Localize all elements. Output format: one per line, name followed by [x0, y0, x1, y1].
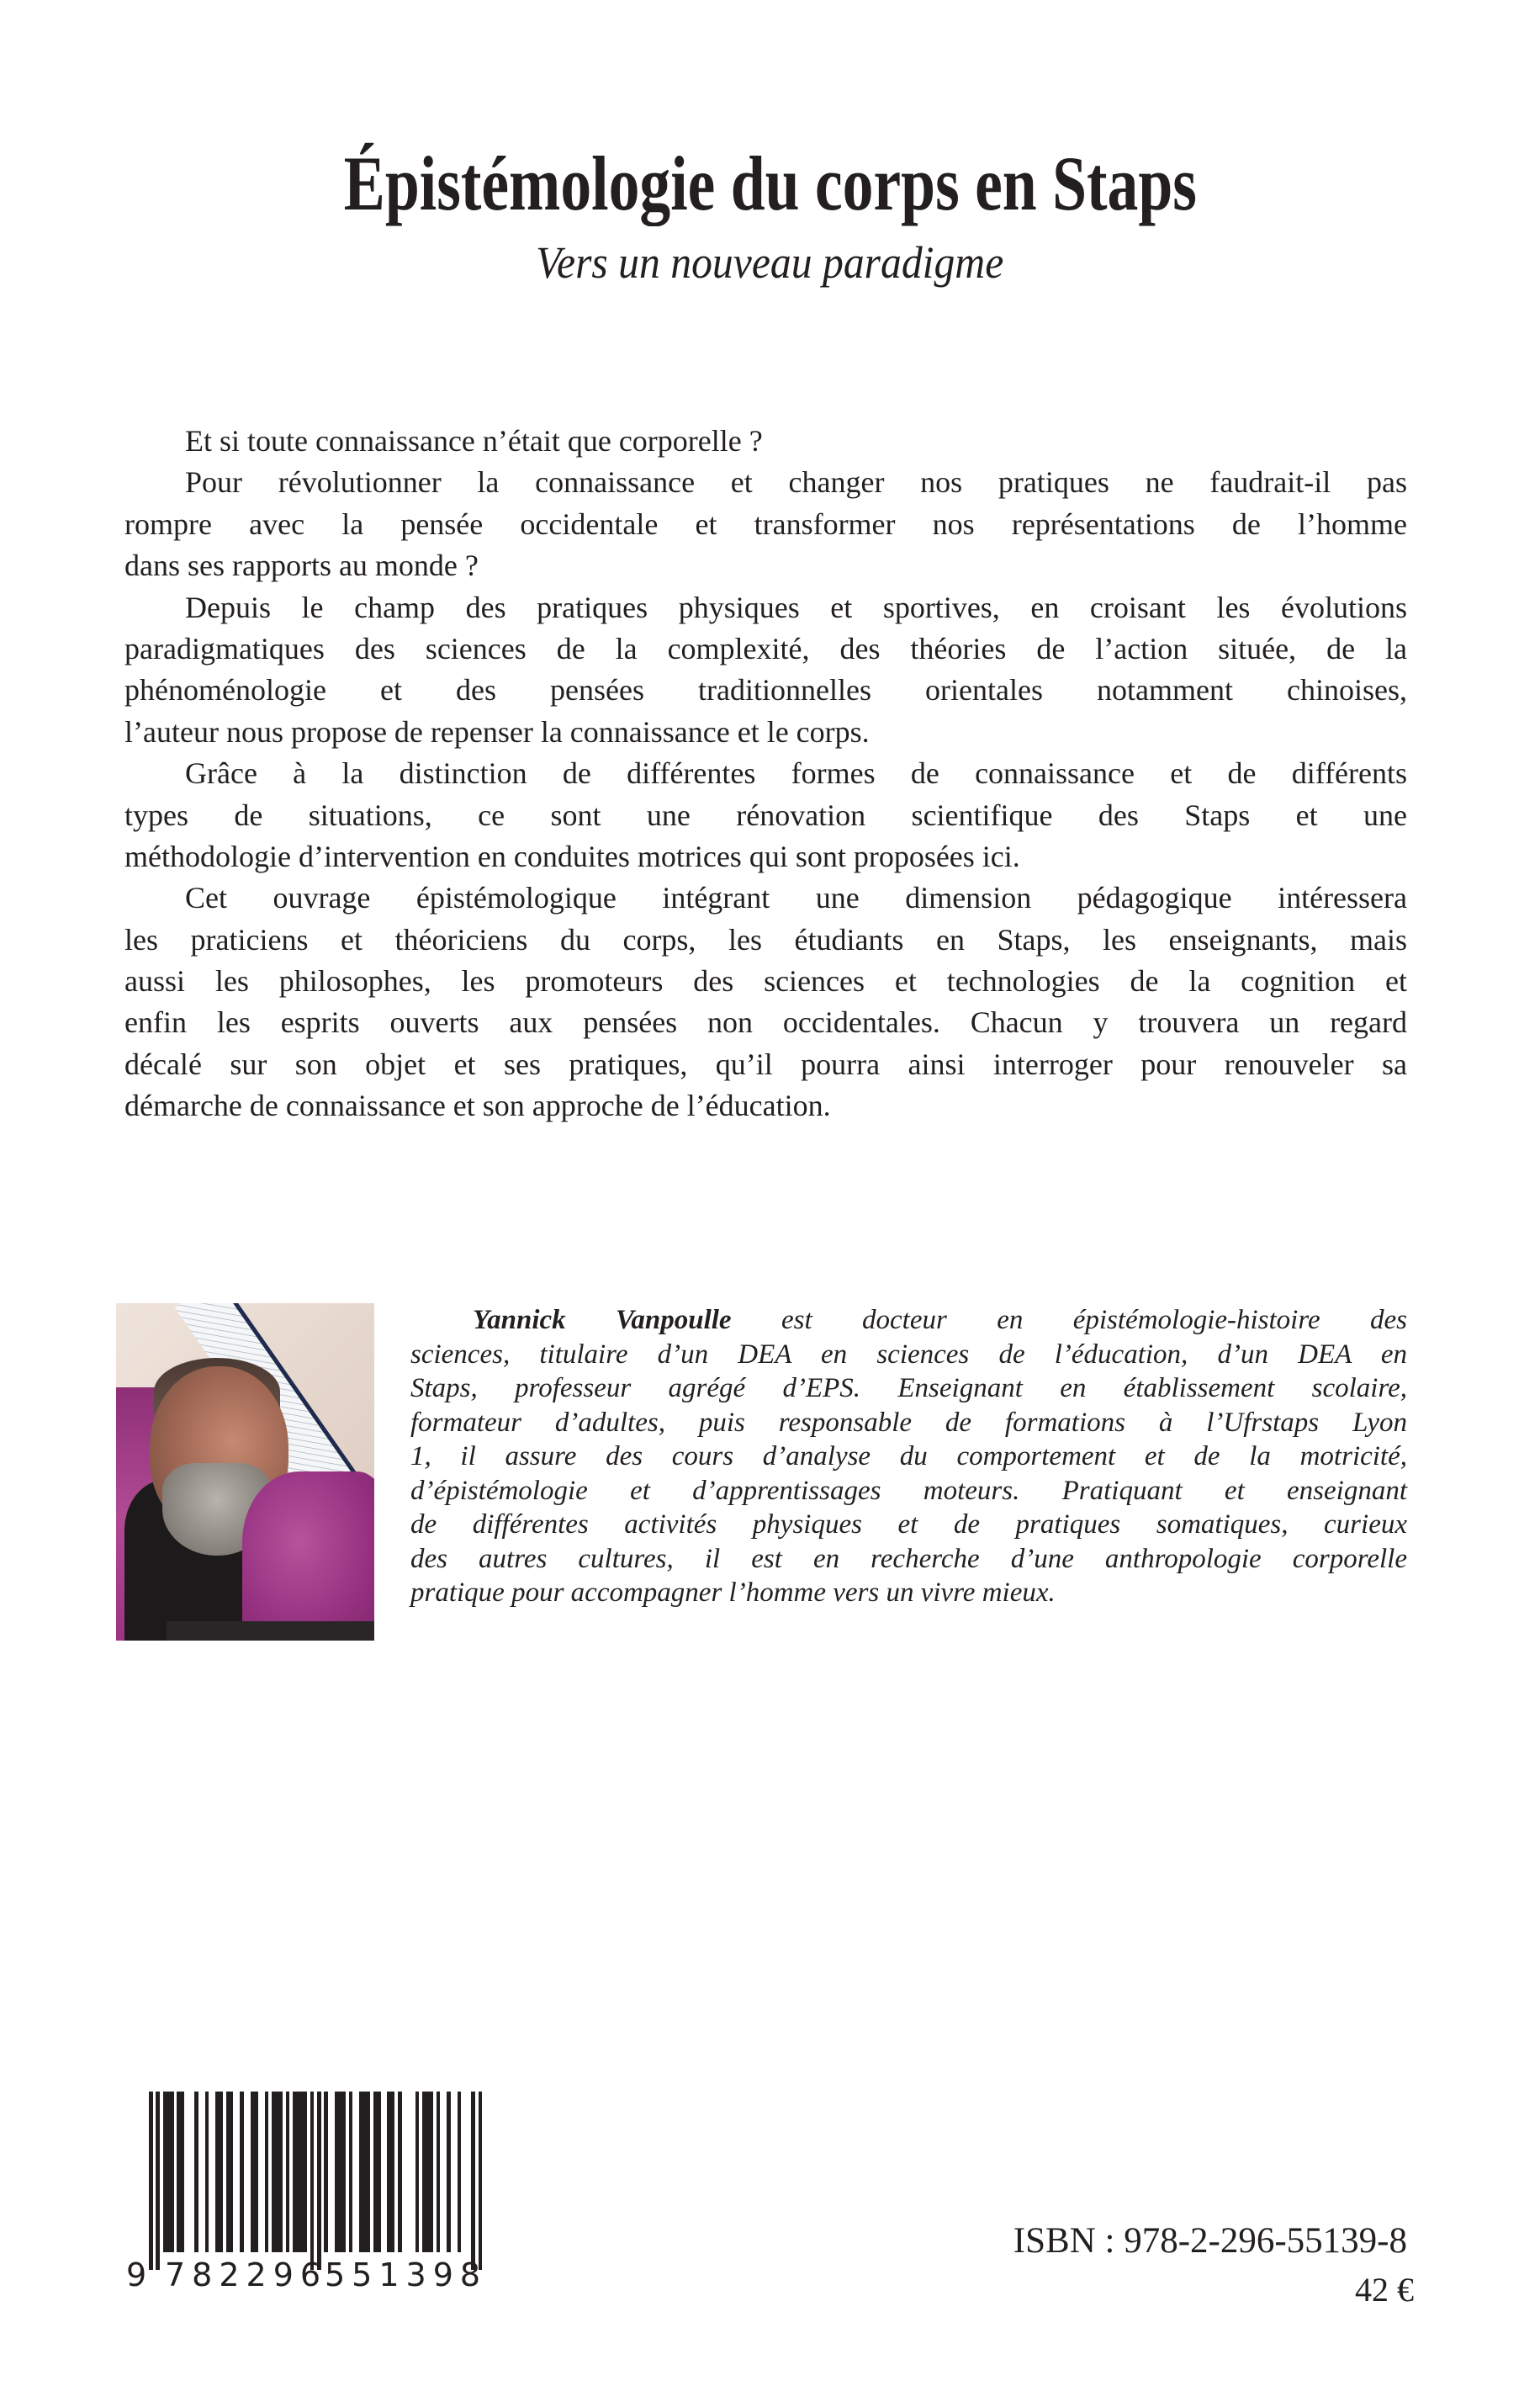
barcode-bar: [230, 2092, 234, 2252]
blurb-line: paradigmatiques des sciences de la complexité, des théories de l’action située, de la: [124, 631, 1407, 665]
price: 42 €: [1355, 2271, 1414, 2309]
barcode-bar: [391, 2092, 395, 2252]
barcode-bar: [415, 2092, 420, 2252]
blurb-line: Cet ouvrage épistémologique intégrant une dimension pédagogique intéressera: [185, 881, 1407, 915]
bio-line: [410, 1303, 1407, 1338]
bio-line: des autres cultures, il est en recherche d’une anthropologie corporelle: [410, 1543, 1407, 1574]
blurb-line: rompre avec la pensée occidentale et transformer nos représentations de l’homme: [124, 506, 1407, 541]
barcode-bar: [303, 2092, 307, 2252]
photo-dark-fabric: [167, 1621, 374, 1641]
barcode-bar: [437, 2092, 441, 2252]
barcode-bar: [219, 2092, 223, 2252]
barcode-bar: [458, 2092, 462, 2252]
blurb-line: l’auteur nous propose de repenser la connaissance et le corps.: [124, 714, 870, 749]
author-name: Yannick Vanpoulle: [473, 1305, 732, 1335]
barcode-bar: [366, 2092, 370, 2252]
barcode-bar: [324, 2092, 328, 2252]
blurb-line: types de situations, ce sont une rénovation scientifique des Staps et une: [124, 798, 1407, 832]
blurb-line: Grâce à la distinction de différentes formes de connaissance et de différents: [185, 756, 1407, 791]
barcode-bar: [278, 2092, 283, 2252]
barcode-bar: [254, 2092, 258, 2252]
blurb-line: aussi les philosophes, les promoteurs des sciences et technologies de la cognition et: [124, 964, 1407, 999]
bio-line: d’épistémologie et d’apprentissages moteurs. Pratiquant et enseignant: [410, 1475, 1407, 1506]
blurb-line: méthodologie d’intervention en conduites motrices qui sont proposées ici.: [124, 839, 1020, 873]
author-photo: [116, 1303, 374, 1641]
blurb-line: les praticiens et théoriciens du corps, les étudiants en Staps, les enseignants, mais: [124, 922, 1407, 957]
barcode-bar: [310, 2092, 315, 2270]
barcode-lead-digit: 9: [126, 2256, 147, 2293]
blurb-line: phénoménologie et des pensées traditionnelles orientales notamment chinoises,: [124, 673, 1407, 708]
barcode-bar: [265, 2092, 269, 2252]
barcode-bar: [194, 2092, 198, 2252]
barcode-bar: [398, 2092, 402, 2252]
barcode-bar: [471, 2092, 475, 2270]
subtitle-block: [0, 237, 1540, 288]
bio-line: de différentes activités physiques et de pratiques somatiques, curieux: [410, 1509, 1407, 1540]
blurb-line: décalé sur son objet et ses pratiques, qu’il pourra ainsi interroger pour renouveler sa: [124, 1047, 1407, 1081]
blurb-line: Depuis le champ des pratiques physiques et sportives, en croisant les évolutions: [185, 590, 1407, 624]
barcode-bar: [205, 2092, 209, 2252]
bio-line: Staps, professeur agrégé d’EPS. Enseignant en établissement scolaire,: [410, 1373, 1407, 1403]
blurb-text: [124, 421, 1407, 1127]
blurb-line: démarche de connaissance et son approche de l’éducation.: [124, 1089, 831, 1123]
bio-line: formateur d’adultes, puis responsable de formations à l’Ufrstaps Lyon: [410, 1407, 1407, 1438]
barcode-left-digits: 782296: [165, 2256, 328, 2293]
barcode-bar: [479, 2092, 483, 2270]
barcode-bar: [429, 2092, 433, 2252]
barcode-bar: [317, 2092, 321, 2270]
book-subtitle: Vers un nouveau paradigme: [536, 237, 1004, 288]
isbn-barcode: [149, 2092, 482, 2270]
barcode-bar: [149, 2092, 153, 2270]
blurb-line: Et si toute connaissance n’était que corporelle ?: [185, 424, 763, 458]
barcode-bar: [341, 2092, 346, 2252]
title-block: [0, 141, 1540, 225]
blurb-line: Pour révolutionner la connaissance et changer nos pratiques ne faudrait-il pas: [185, 465, 1407, 500]
author-bio: [410, 1303, 1407, 1610]
barcode-bar: [377, 2092, 381, 2252]
book-title: Épistémologie du corps en Staps: [343, 141, 1197, 226]
barcode-bar: [286, 2092, 290, 2252]
barcode-bar: [349, 2092, 353, 2252]
bio-first-line-text: est docteur en épistémologie-histoire des: [731, 1305, 1407, 1335]
blurb-line: dans ses rapports au monde ?: [124, 549, 479, 583]
barcode-bar: [156, 2092, 160, 2270]
bio-line: 1, il assure des cours d’analyse du comportement et de la motricité,: [410, 1441, 1407, 1471]
isbn-number: ISBN : 978-2-296-55139-8: [1013, 2221, 1407, 2261]
barcode-bar: [181, 2092, 185, 2252]
barcode-bar: [170, 2092, 174, 2252]
barcode-bar: [447, 2092, 451, 2252]
barcode-right-digits: 551398: [325, 2256, 488, 2293]
bio-line: pratique pour accompagner l’homme vers un vivre mieux.: [410, 1577, 1056, 1608]
bio-line: sciences, titulaire d’un DEA en sciences de l’éducation, d’un DEA en: [410, 1339, 1407, 1370]
photo-sleeping-bag-right: [242, 1471, 374, 1641]
barcode-bar: [240, 2092, 244, 2252]
blurb-line: enfin les esprits ouverts aux pensées non occidentales. Chacun y trouvera un regard: [124, 1005, 1407, 1040]
